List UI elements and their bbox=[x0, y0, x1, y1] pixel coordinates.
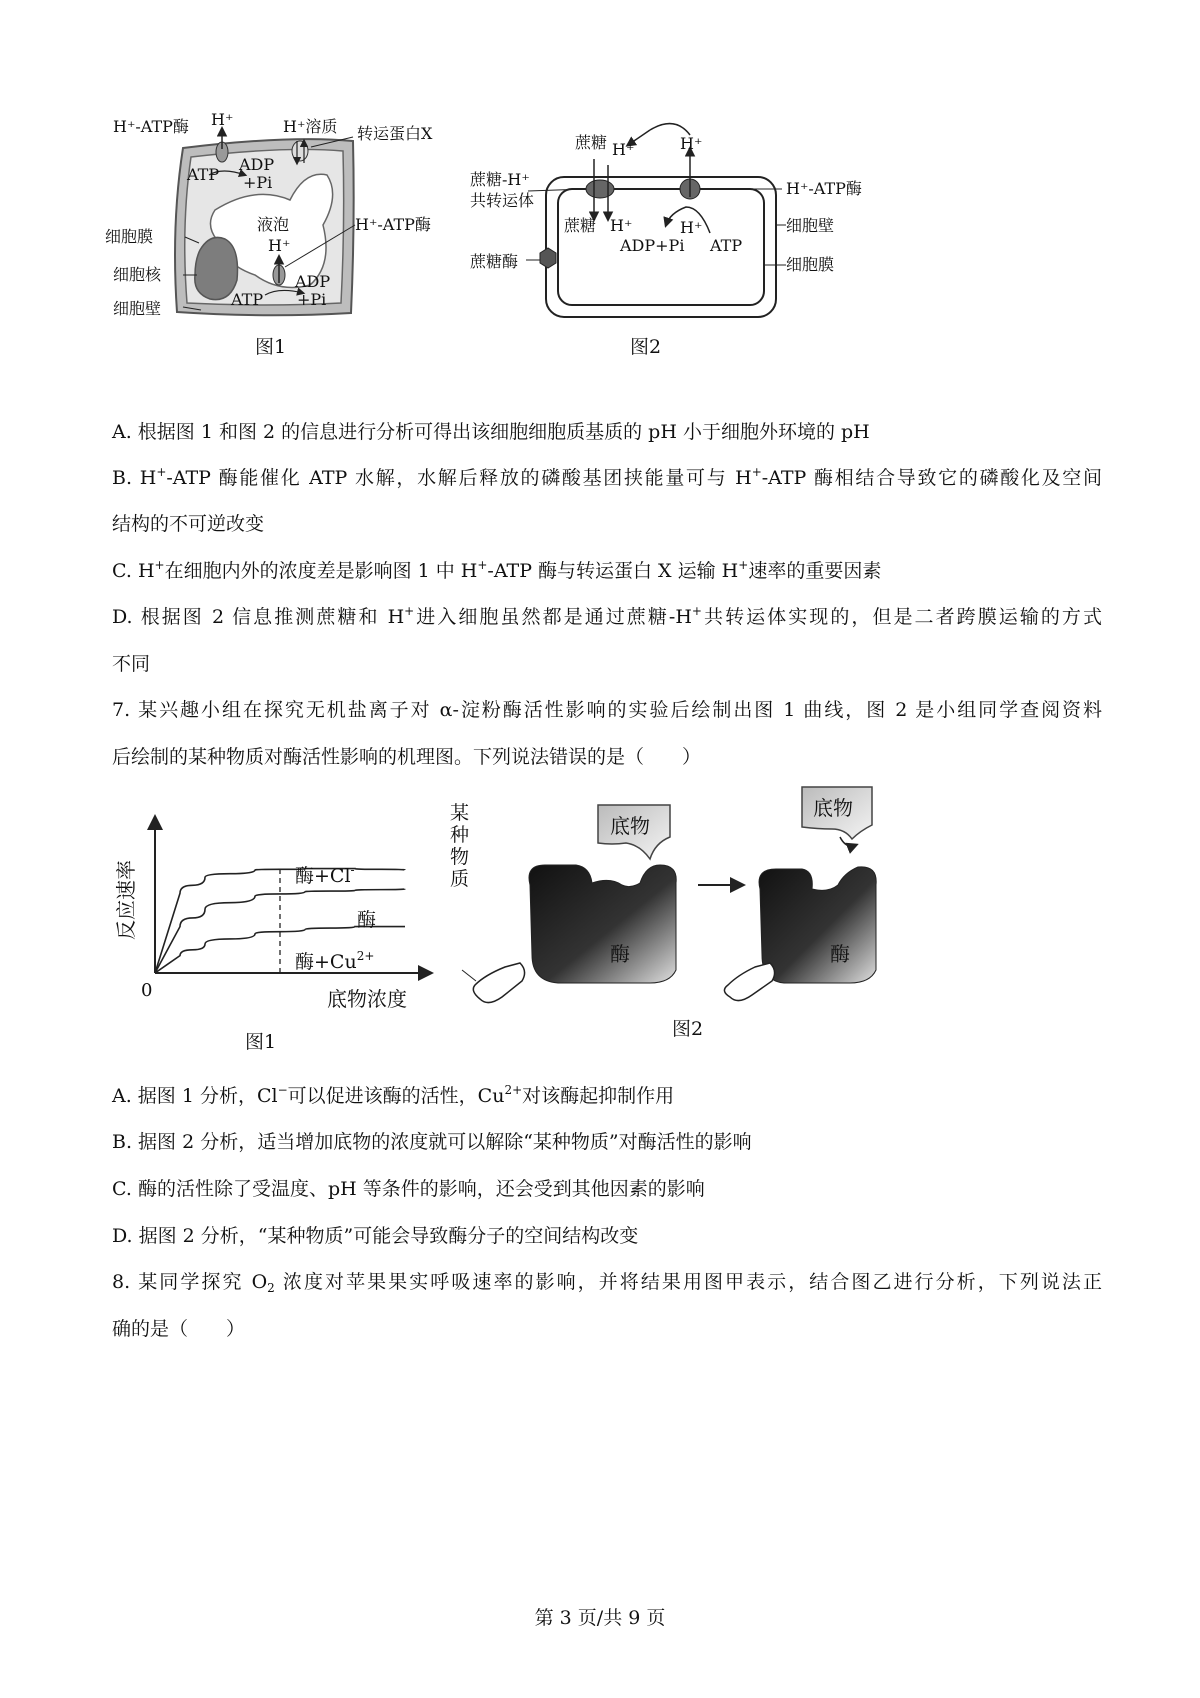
symporter-shape bbox=[586, 180, 614, 198]
transporter-x-shape bbox=[292, 141, 308, 161]
label-h-vacuole: H⁺ bbox=[268, 236, 291, 255]
substance-char-2: 种 bbox=[450, 824, 470, 846]
q7-option-c: C. 酶的活性除了受温度、pH 等条件的影响，还会受到其他因素的影响 bbox=[112, 1178, 705, 1200]
label-h-solute: H⁺溶质 bbox=[283, 117, 338, 136]
label-symporter-2: 共转运体 bbox=[470, 191, 535, 210]
label-h-inside-right: H⁺ bbox=[680, 218, 703, 237]
substrate-left-label: 底物 bbox=[610, 814, 650, 838]
q7-option-d: D. 据图 2 分析，“某种物质”可能会导致酶分子的空间结构改变 bbox=[112, 1225, 639, 1247]
q6-option-b-cont: 结构的不可逆改变 bbox=[112, 513, 265, 535]
q7-stem-line1: 7. 某兴趣小组在探究无机盐离子对 α-淀粉酶活性影响的实验后绘制出图 1 曲线，图 2 是小组同学查阅资料 bbox=[112, 699, 1102, 721]
enzyme-left-shape bbox=[529, 865, 676, 983]
substrate-right-label: 底物 bbox=[813, 796, 853, 820]
label-adp-pi: ADP+Pi bbox=[620, 236, 685, 255]
substance-right-shape bbox=[724, 963, 774, 1001]
page-footer: 第 3 页/共 9 页 bbox=[534, 1607, 666, 1629]
q7-stem-line2: 后绘制的某种物质对酶活性影响的机理图。下列说法错误的是（ ） bbox=[112, 746, 702, 768]
q8-stem-line1: 8. 某同学探究 $O_2$ 浓度对苹果果实呼吸速率的影响，并将结果用图甲表示，结合图乙进行分析，下列说法正 bbox=[112, 1271, 1102, 1295]
origin-label: 0 bbox=[141, 980, 153, 1001]
q6-figure-1 bbox=[105, 110, 480, 390]
substance-char-1: 某 bbox=[450, 802, 470, 824]
label-cell-wall: 细胞壁 bbox=[786, 216, 835, 235]
enzyme-left-label: 酶 bbox=[610, 942, 630, 966]
substance-left-shape bbox=[473, 963, 524, 1003]
label-adp-bottom: ADP bbox=[295, 272, 331, 291]
label-cell-membrane: 细胞膜 bbox=[105, 227, 154, 246]
label-h-atpase: H⁺-ATP酶 bbox=[786, 179, 862, 198]
label-vacuole: 液泡 bbox=[257, 215, 290, 234]
chart-caption: 图1 bbox=[245, 1031, 277, 1053]
label-h-atpase-right: H⁺-ATP酶 bbox=[355, 215, 431, 234]
series-label-enzyme: 酶 bbox=[357, 909, 377, 931]
q7-chart bbox=[105, 808, 445, 1058]
label-h-top: H⁺ bbox=[211, 110, 234, 129]
substance-char-3: 物 bbox=[450, 846, 470, 868]
q8-stem-line2: 确的是（ ） bbox=[112, 1318, 246, 1340]
q6-option-c: C. H+在细胞内外的浓度差是影响图 1 中 H+-ATP 酶与转运蛋白 X 运输 H+速率的重要因素 bbox=[112, 558, 882, 582]
q7-option-b: B. 据图 2 分析，适当增加底物的浓度就可以解除“某种物质”对酶活性的影响 bbox=[112, 1131, 752, 1153]
label-h-top-right: H⁺ bbox=[680, 134, 703, 153]
enzyme-right-shape bbox=[759, 867, 876, 983]
series-label-enzyme-cu: 酶$+Cu^{2+}$ bbox=[295, 949, 375, 973]
label-atp: ATP bbox=[710, 236, 743, 255]
q6-option-d: D. 根据图 2 信息推测蔗糖和 H+进入细胞虽然都是通过蔗糖-H+共转运体实现的，但是二者跨膜运输的方式 bbox=[112, 604, 1102, 628]
label-h-inside: H⁺ bbox=[610, 216, 633, 235]
q6-option-d-cont: 不同 bbox=[112, 653, 151, 675]
label-adp-top: ADP bbox=[239, 155, 275, 174]
q6-option-b: B. H+-ATP 酶能催化 ATP 水解，水解后释放的磷酸基团挟能量可与 H+-ATP 酶相结合导致它的磷酸化及空间 bbox=[112, 465, 1102, 489]
label-h-top-left: H⁺ bbox=[612, 140, 635, 159]
label-symporter-1: 蔗糖-H⁺ bbox=[470, 170, 530, 189]
label-sucrose-inside: 蔗糖 bbox=[564, 216, 597, 235]
label-sucrase: 蔗糖酶 bbox=[470, 252, 519, 271]
enzyme-right-label: 酶 bbox=[830, 942, 850, 966]
label-transporter-x: 转运蛋白X bbox=[357, 124, 433, 143]
figure2-caption: 图2 bbox=[630, 336, 662, 358]
label-cell-wall: 细胞壁 bbox=[113, 299, 162, 318]
substance-char-4: 质 bbox=[450, 868, 470, 890]
label-atp-top: ATP bbox=[187, 165, 220, 184]
q6-figure-2 bbox=[470, 115, 940, 390]
label-pi-top: +Pi bbox=[243, 173, 273, 192]
q7-option-a: A. 据图 1 分析，Cl−可以促进该酶的活性，$Cu^{2+}$对该酶起抑制作用 bbox=[112, 1083, 675, 1107]
label-sucrose-top: 蔗糖 bbox=[575, 133, 608, 152]
q7-figure-2 bbox=[450, 785, 960, 1050]
sucrase-shape bbox=[540, 248, 556, 268]
label-cell-membrane: 细胞膜 bbox=[786, 255, 835, 274]
x-axis-label: 底物浓度 bbox=[327, 987, 407, 1011]
figure2-caption: 图2 bbox=[672, 1018, 704, 1040]
label-h-atpase-top: H⁺-ATP酶 bbox=[113, 117, 189, 136]
figure1-caption: 图1 bbox=[255, 336, 287, 358]
label-nucleus: 细胞核 bbox=[113, 265, 162, 284]
y-axis-label: 反应速率 bbox=[114, 860, 138, 940]
q6-option-a: A. 根据图 1 和图 2 的信息进行分析可得出该细胞细胞质基质的 pH 小于细胞外环境的 pH bbox=[112, 421, 870, 443]
series-label-enzyme-cl: 酶+Cl- bbox=[295, 863, 355, 887]
label-pi-bottom: +Pi bbox=[297, 290, 327, 309]
label-atp-bottom: ATP bbox=[231, 290, 264, 309]
